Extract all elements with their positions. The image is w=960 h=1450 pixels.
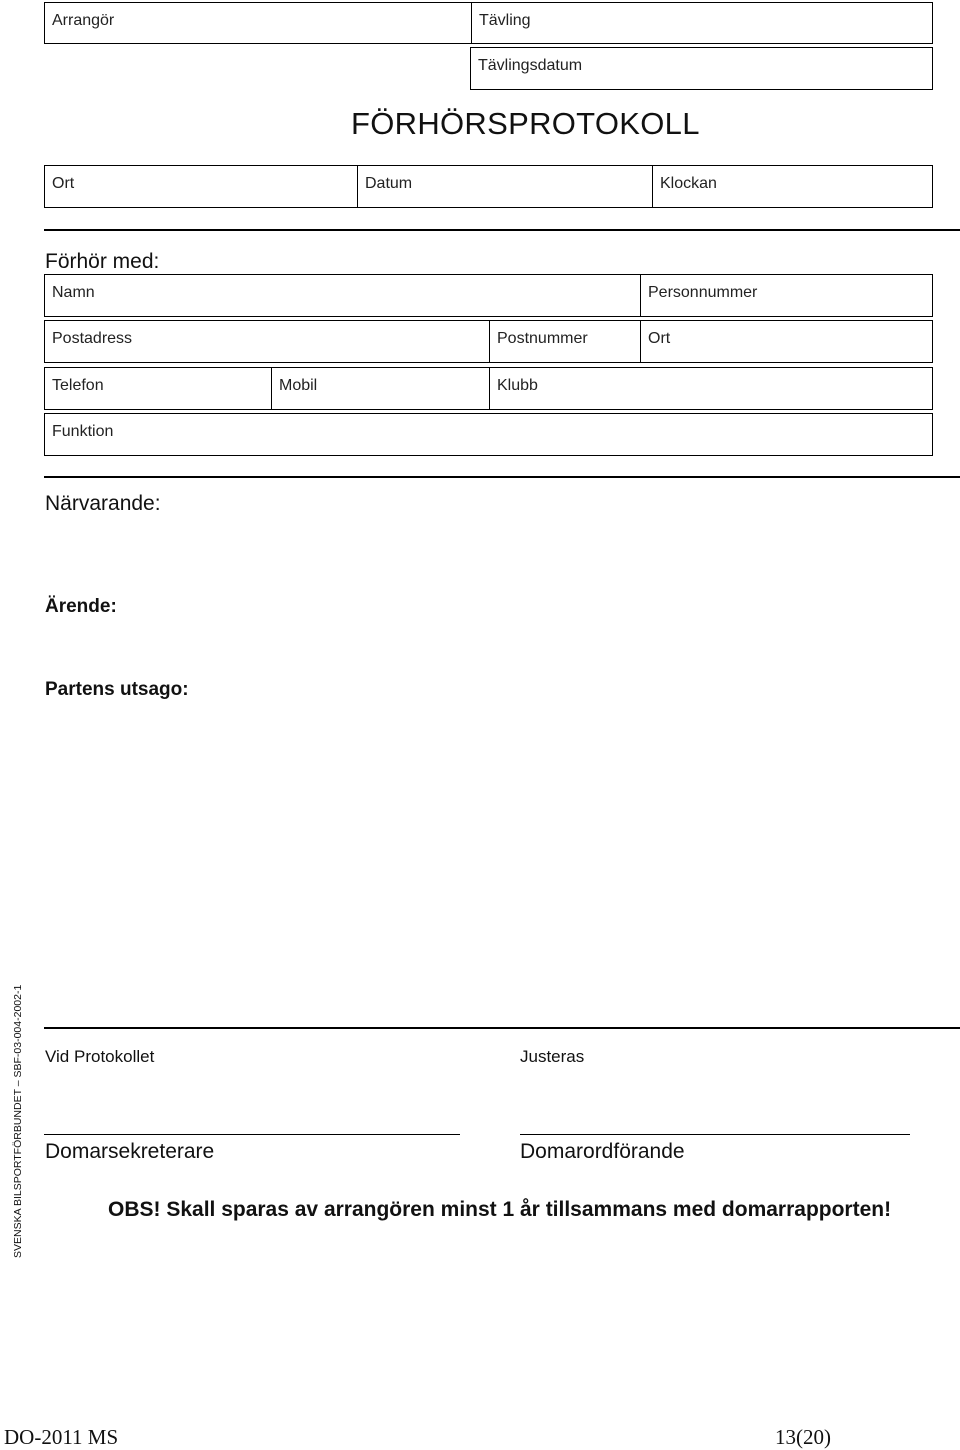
postnummer-field[interactable] [489,321,640,362]
namn-row [44,274,933,317]
namn-label: Namn [52,284,95,301]
personnummer-label: Personnummer [648,284,758,301]
arrangor-label: Arrangör [52,12,115,29]
personnummer-field[interactable] [640,275,932,316]
tavlingsdatum-row [470,47,933,90]
obs-notice: OBS! Skall sparas av arrangören minst 1 år tillsammans med domarrapporten! [108,1198,892,1221]
forhor-heading: Förhör med: [45,250,160,273]
namn-field[interactable] [45,275,640,316]
domarsekreterare-label: Domarsekreterare [45,1140,215,1163]
tavlingsdatum-label: Tävlingsdatum [478,57,583,74]
domarordforande-signature-line[interactable] [520,1134,910,1135]
arende-heading: Ärende: [45,596,117,617]
telefon-row [44,367,933,410]
tavling-field[interactable] [471,3,932,43]
klubb-label: Klubb [497,377,538,394]
telefon-field[interactable] [45,368,271,409]
domarsekreterare-signature-line[interactable] [44,1134,460,1135]
meeting-datum-field[interactable] [357,166,652,207]
justeras-label: Justeras [520,1047,585,1066]
narvarande-heading: Närvarande: [45,492,161,515]
vid-protokollet-label: Vid Protokollet [45,1047,155,1066]
person-ort-label: Ort [648,330,671,347]
meeting-klockan-field[interactable] [652,166,932,207]
meeting-klockan-label: Klockan [660,175,717,192]
divider-2 [44,476,960,478]
meeting-ort-label: Ort [52,175,75,192]
arrangor-field[interactable] [45,3,471,43]
divider-3 [44,1027,960,1029]
side-reference-text: SVENSKA BILSPORTFÖRBUNDET – SBF-03-004-2002-1 [12,984,24,1258]
divider-1 [44,229,960,231]
footer-document-code: DO-2011 MS [4,1425,119,1449]
tavling-label: Tävling [479,12,531,29]
postadress-row [44,320,933,363]
partens-utsago-heading: Partens utsago: [45,679,189,700]
funktion-field[interactable] [45,414,932,455]
arrangor-tavling-row [44,2,933,44]
meeting-row [44,165,933,208]
footer-page-number: 13(20) [775,1425,831,1449]
person-ort-field[interactable] [640,321,932,362]
mobil-label: Mobil [279,377,318,394]
postadress-field[interactable] [45,321,489,362]
telefon-label: Telefon [52,377,104,394]
funktion-row [44,413,933,456]
domarordforande-label: Domarordförande [520,1140,685,1163]
postadress-label: Postadress [52,330,133,347]
postnummer-label: Postnummer [497,330,588,347]
mobil-field[interactable] [271,368,489,409]
klubb-field[interactable] [489,368,932,409]
tavlingsdatum-field[interactable] [471,48,932,89]
meeting-ort-field[interactable] [45,166,357,207]
funktion-label: Funktion [52,423,114,440]
meeting-datum-label: Datum [365,175,413,192]
page-title: FÖRHÖRSPROTOKOLL [351,106,700,141]
